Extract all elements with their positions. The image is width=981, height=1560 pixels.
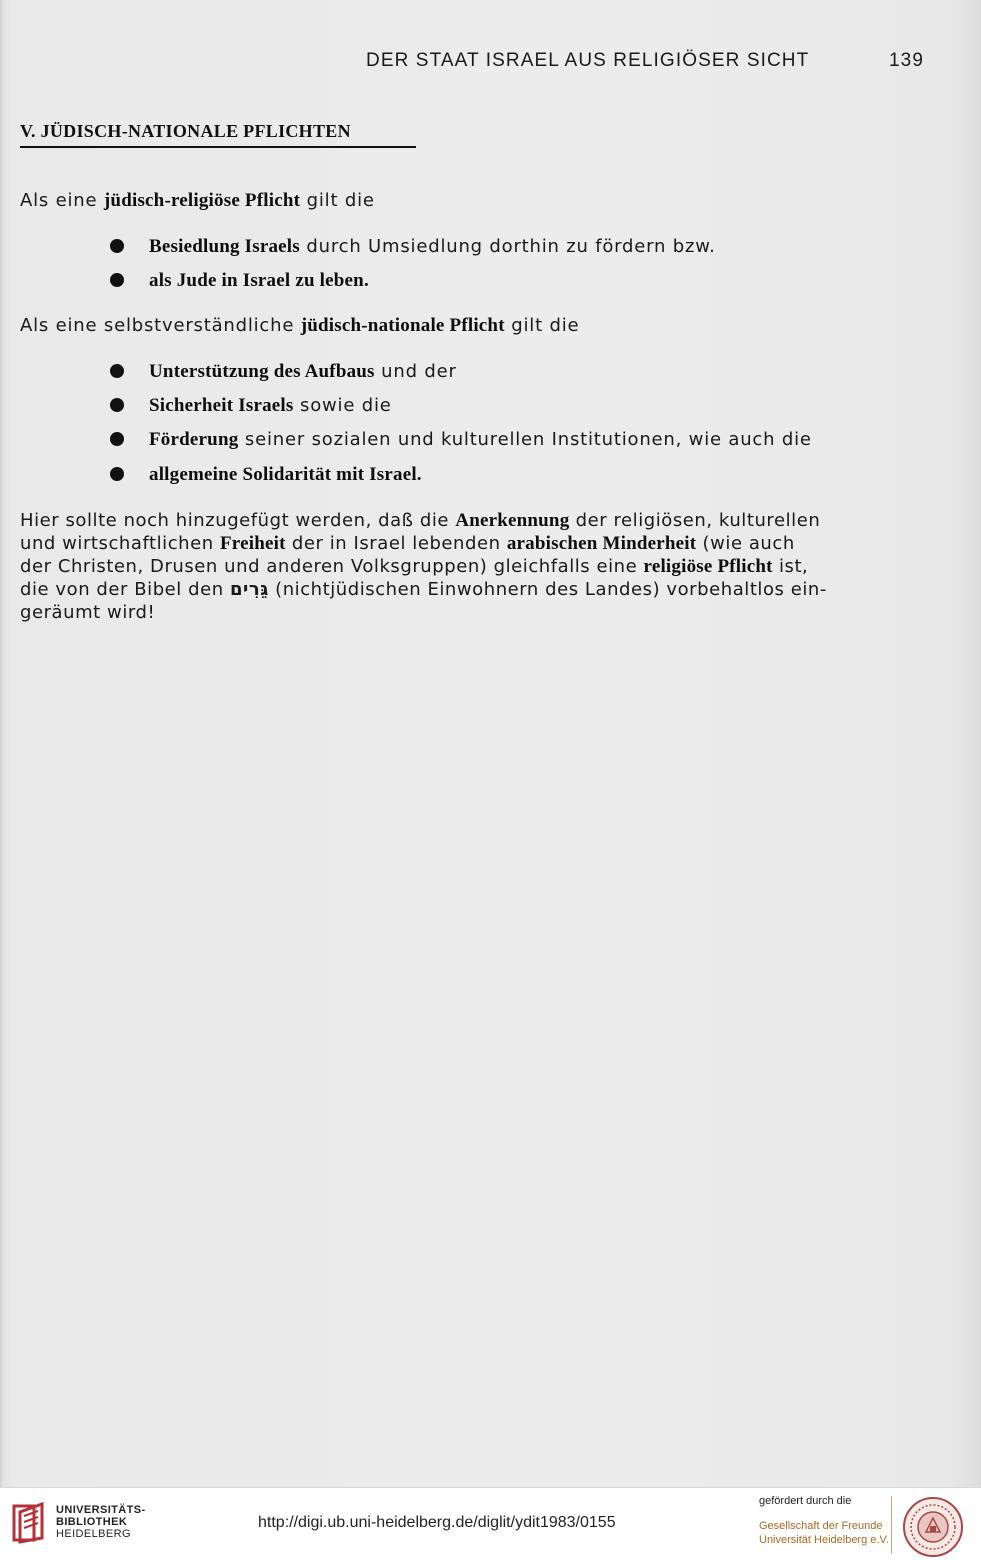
intro2-bold-term: jüdisch-nationale Pflicht (300, 315, 505, 336)
text-run: der Christen, Drusen und anderen Volksgruppen) gleichfalls eine (20, 556, 644, 577)
bold-term: Anerkennung (455, 510, 570, 531)
intro2-text-post: gilt die (504, 315, 580, 336)
list2-item-3 (110, 429, 812, 451)
funded-by-label: gefördert durch die (759, 1495, 852, 1507)
source-url-link[interactable]: http://digi.ub.uni-heidelberg.de/diglit/ydit1983/0155 (258, 1514, 616, 1531)
text-run: Hier sollte noch hinzugefügt werden, daß die (20, 510, 456, 531)
paragraph-line-2 (20, 532, 920, 555)
library-name-line-2: BIBLIOTHEK (56, 1516, 128, 1528)
sponsor-name (759, 1519, 889, 1547)
sponsor-line-1: Gesellschaft der Freunde (759, 1520, 883, 1532)
bullet-dot-icon (110, 432, 124, 446)
paragraph-line-3 (20, 555, 920, 578)
digitization-footer (0, 1487, 981, 1560)
sponsor-line-2: Universität Heidelberg e.V. (759, 1534, 889, 1546)
list-item-text: durch Umsiedlung dorthin zu fördern bzw. (299, 236, 716, 257)
list-item-bold: Besiedlung Israels (149, 236, 300, 257)
footer-divider (891, 1496, 892, 1554)
text-run: der in Israel lebenden (285, 533, 507, 554)
intro2-text-pre: Als eine selbstverständliche (20, 315, 301, 336)
text-run: (nichtjüdischen Einwohnern des Landes) vorbehaltlos ein- (268, 579, 827, 600)
list2-item-4 (110, 464, 422, 486)
text-run: die von der Bibel den (20, 579, 230, 600)
text-run: und wirtschaftlichen (20, 533, 220, 554)
bold-term: Freiheit (220, 533, 286, 554)
library-name-line-1: UNIVERSITÄTS- (56, 1504, 146, 1516)
list-item-bold: als Jude in Israel zu leben. (149, 270, 369, 291)
list2-item-1 (110, 361, 457, 383)
bullet-dot-icon (110, 398, 124, 412)
list-item-bold: Unterstützung des Aufbaus (149, 361, 375, 382)
intro1-text-post: gilt die (300, 190, 375, 211)
bold-term: religiöse Pflicht (643, 556, 773, 577)
page-number: 139 (888, 50, 924, 71)
list1-item-1 (110, 236, 716, 258)
running-title: DER STAAT ISRAEL AUS RELIGIÖSER SICHT (366, 50, 810, 71)
list-item-text: und der (374, 361, 457, 382)
bullet-dot-icon (110, 467, 124, 481)
text-run: ist, (772, 556, 809, 577)
list-item-bold: Förderung (149, 429, 239, 450)
intro-paragraph-1 (20, 190, 375, 212)
library-name-line-3: HEIDELBERG (56, 1528, 131, 1540)
bold-term: arabischen Minderheit (506, 533, 697, 554)
list2-item-2 (110, 395, 392, 417)
bullet-dot-icon (110, 273, 124, 287)
text-run: der religiösen, kulturellen (569, 510, 821, 531)
paragraph-line-5: geräumt wird! (20, 602, 156, 623)
library-logo-icon (12, 1502, 46, 1544)
running-head (366, 50, 924, 72)
paragraph-line-4 (20, 578, 920, 601)
paragraph-line-1 (20, 509, 920, 532)
section-heading: V. JÜDISCH-NATIONALE PFLICHTEN (20, 121, 416, 148)
bullet-dot-icon (110, 239, 124, 253)
intro1-text-pre: Als eine (20, 190, 104, 211)
list-item-bold: Sicherheit Israels (149, 395, 294, 416)
bullet-dot-icon (110, 364, 124, 378)
intro1-bold-term: jüdisch-religiöse Pflicht (103, 190, 301, 211)
list-item-text: sowie die (293, 395, 392, 416)
intro-paragraph-2 (20, 315, 579, 337)
university-seal-icon (902, 1496, 964, 1558)
list-item-text: seiner sozialen und kulturellen Institutionen, wie auch die (238, 429, 812, 450)
library-name (56, 1504, 146, 1540)
text-run: (wie auch (696, 533, 795, 554)
list-item-bold: allgemeine Solidarität mit Israel. (149, 464, 422, 485)
closing-paragraph (20, 509, 920, 624)
hebrew-word: גֵּרִים (229, 579, 269, 600)
list1-item-2 (110, 270, 369, 292)
